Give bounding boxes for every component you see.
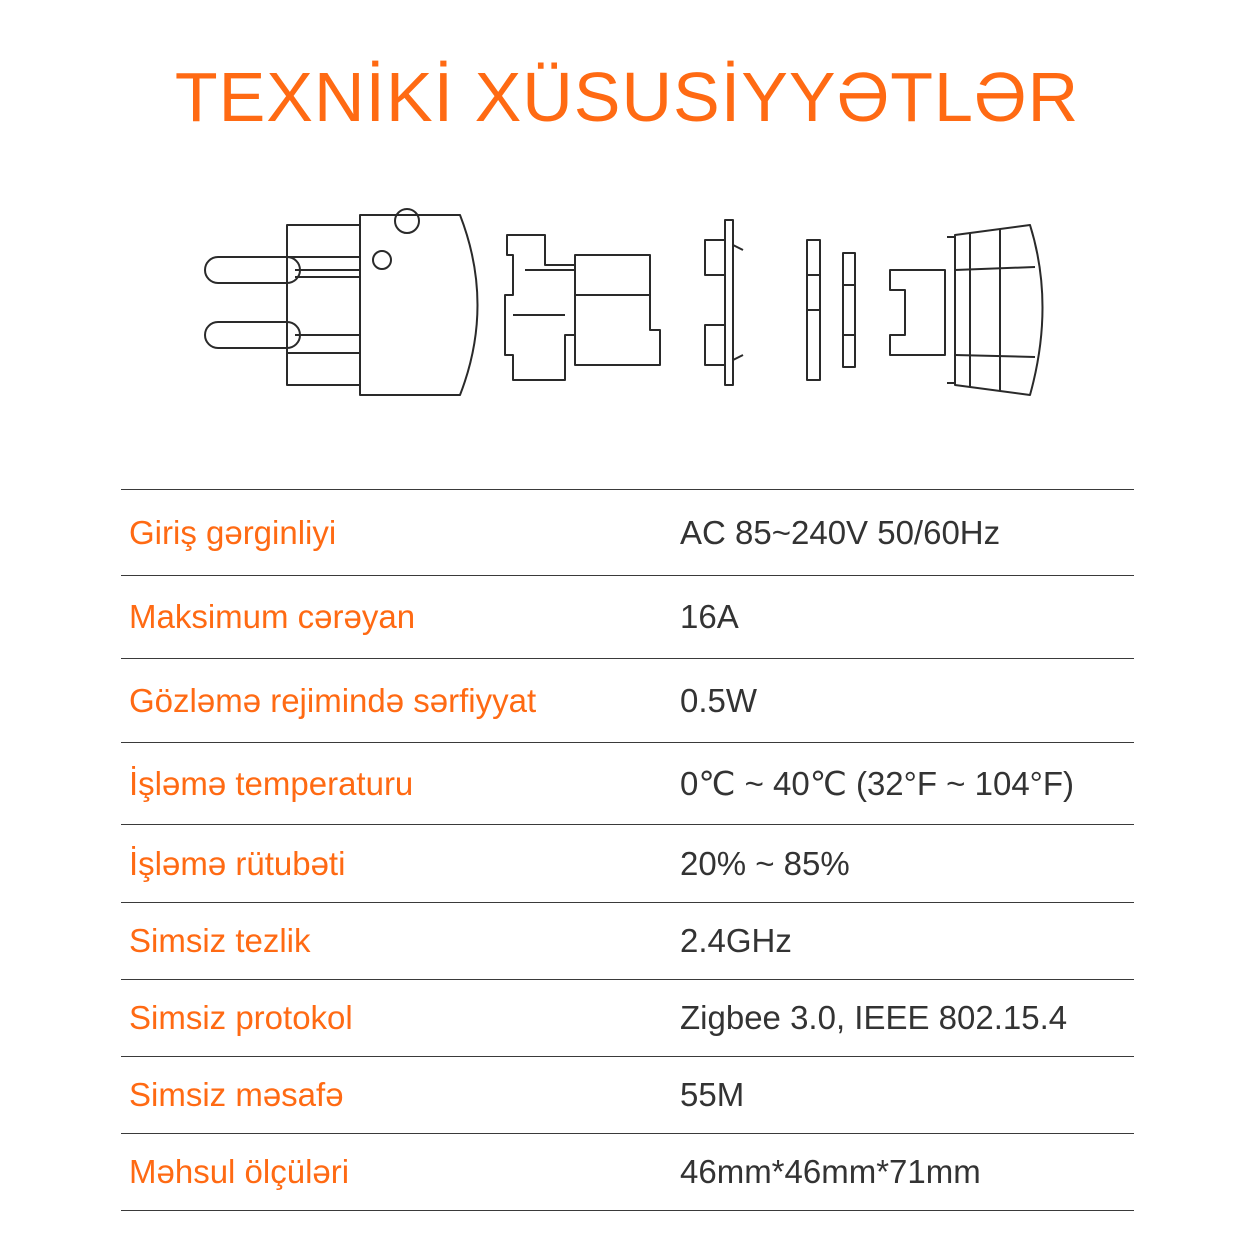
- spec-value: 2.4GHz: [680, 922, 792, 959]
- spec-row-standby-consumption: [121, 658, 1134, 742]
- spec-row-max-current: [121, 575, 1134, 658]
- spec-row-wireless-frequency: [121, 902, 1134, 979]
- spec-value: 0.5W: [680, 681, 758, 719]
- spec-label: İşləmə rütubəti: [129, 844, 346, 882]
- spec-row-product-dimensions: [121, 1133, 1134, 1211]
- spec-row-wireless-protocol: [121, 979, 1134, 1056]
- spec-value: Zigbee 3.0, IEEE 802.15.4: [680, 999, 1068, 1036]
- spec-row-wireless-range: [121, 1056, 1134, 1133]
- socket-front: [890, 225, 1043, 395]
- contact-strips: [807, 240, 855, 380]
- spec-label: Simsiz tezlik: [129, 922, 311, 959]
- circuit-board: [705, 220, 743, 385]
- spec-label: Maksimum cərəyan: [129, 598, 416, 635]
- specs-table: [121, 489, 1134, 1211]
- page-title: TEXNİKİ XÜSUSİYYƏTLƏR: [174, 58, 1080, 136]
- plug-housing: [205, 209, 478, 395]
- spec-row-operating-humidity: [121, 824, 1134, 902]
- exploded-view-illustration: [195, 195, 1065, 425]
- spec-row-operating-temperature: [121, 742, 1134, 824]
- spec-label: Gözləmə rejimində sərfiyyat: [129, 681, 537, 719]
- spec-label: İşləmə temperaturu: [129, 764, 414, 802]
- spec-value: 55M: [680, 1076, 745, 1113]
- spec-label: Simsiz məsafə: [129, 1076, 344, 1113]
- spec-value: 46mm*46mm*71mm: [680, 1153, 981, 1190]
- spec-value: AC 85~240V 50/60Hz: [680, 513, 1001, 551]
- spec-row-input-voltage: [121, 489, 1134, 575]
- spec-label: Məhsul ölçüləri: [129, 1153, 350, 1190]
- spec-label: Giriş gərginliyi: [129, 513, 337, 551]
- spec-value: 16A: [680, 598, 739, 635]
- spec-value: 0℃ ~ 40℃ (32°F ~ 104°F): [680, 765, 1075, 802]
- inner-module: [505, 235, 660, 380]
- spec-value: 20% ~ 85%: [680, 844, 850, 882]
- spec-label: Simsiz protokol: [129, 999, 353, 1036]
